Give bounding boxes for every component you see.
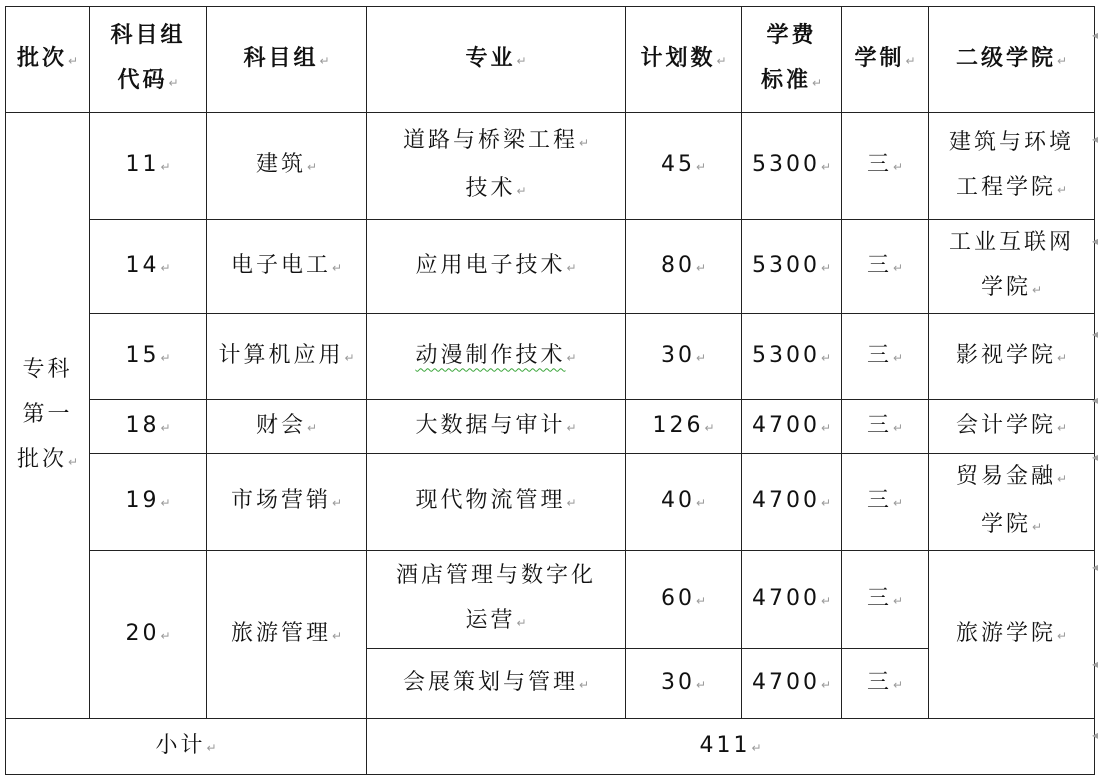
row-end-marker: ◂ [1092,657,1099,671]
group-cell: 计算机应用↵ [207,314,367,400]
major-cell: 大数据与审计↵ [367,400,626,454]
row-end-marker: ◂ [1092,728,1099,742]
fee-cell: 5300↵ [742,220,842,314]
row-end-marker: ◂ [1092,393,1099,407]
duration-cell: 三↵ [842,400,929,454]
header-row [6,7,1095,113]
duration-cell: 三↵ [842,454,929,551]
fee-cell: 4700↵ [742,400,842,454]
plan-cell: 126↵ [626,400,742,454]
plan-cell: 30↵ [626,314,742,400]
row-end-marker: ◂ [1092,450,1099,464]
header-college: 二级学院↵ [929,7,1095,113]
fee-cell: 5300↵ [742,314,842,400]
batch-cell: 专科 第一 批次↵ [6,113,90,719]
group-cell: 市场营销↵ [207,454,367,551]
table-row [6,551,1095,649]
fee-cell: 4700↵ [742,551,842,649]
row-end-marker: ◂ [1092,132,1099,146]
header-duration: 学制↵ [842,7,929,113]
header-group-code: 科目组 代码↵ [90,7,207,113]
plan-cell: 45↵ [626,113,742,220]
subtotal-value: 411↵ [367,719,1095,775]
code-cell: 18↵ [90,400,207,454]
duration-cell: 三↵ [842,220,929,314]
fee-cell: 5300↵ [742,113,842,220]
plan-cell: 80↵ [626,220,742,314]
duration-cell: 三↵ [842,649,929,719]
subtotal-label: 小计↵ [6,719,367,775]
code-cell: 14↵ [90,220,207,314]
college-cell: 贸易金融↵ 学院↵ [929,454,1095,551]
fee-cell: 4700↵ [742,454,842,551]
group-cell: 建筑↵ [207,113,367,220]
group-cell: 财会↵ [207,400,367,454]
group-cell: 旅游管理↵ [207,551,367,719]
duration-cell: 三↵ [842,551,929,649]
table-row [6,220,1095,314]
header-group: 科目组↵ [207,7,367,113]
college-cell: 会计学院↵ [929,400,1095,454]
major-cell: 现代物流管理↵ [367,454,626,551]
major-cell: 应用电子技术↵ [367,220,626,314]
major-cell: 酒店管理与数字化 运营↵ [367,551,626,649]
major-cell: 会展策划与管理↵ [367,649,626,719]
code-cell: 15↵ [90,314,207,400]
enrollment-plan-table [5,6,1095,775]
college-cell: 影视学院↵ [929,314,1095,400]
row-end-markers [1092,0,1100,772]
code-cell: 19↵ [90,454,207,551]
header-major: 专业↵ [367,7,626,113]
college-cell: 建筑与环境 工程学院↵ [929,113,1095,220]
row-end-marker: ◂ [1092,327,1099,341]
row-end-marker: ◂ [1092,234,1099,248]
table-row [6,454,1095,551]
group-cell: 电子电工↵ [207,220,367,314]
code-cell: 20↵ [90,551,207,719]
plan-cell: 60↵ [626,551,742,649]
plan-cell: 40↵ [626,454,742,551]
major-cell: 动漫制作技术↵ [367,314,626,400]
duration-cell: 三↵ [842,314,929,400]
header-plan: 计划数↵ [626,7,742,113]
code-cell: 11↵ [90,113,207,220]
fee-cell: 4700↵ [742,649,842,719]
college-cell: 旅游学院↵ [929,551,1095,719]
header-batch: 批次↵ [6,7,90,113]
major-cell: 道路与桥梁工程↵ 技术↵ [367,113,626,220]
table-row [6,314,1095,400]
plan-cell: 30↵ [626,649,742,719]
duration-cell: 三↵ [842,113,929,220]
row-end-marker: ◂ [1092,560,1099,574]
spellcheck-underline: 动漫制作技术 [415,342,566,368]
table-row [6,113,1095,220]
header-fee: 学费 标准↵ [742,7,842,113]
subtotal-row [6,719,1095,775]
table-row [6,400,1095,454]
row-end-marker: ◂ [1092,28,1099,42]
college-cell: 工业互联网 学院↵ [929,220,1095,314]
